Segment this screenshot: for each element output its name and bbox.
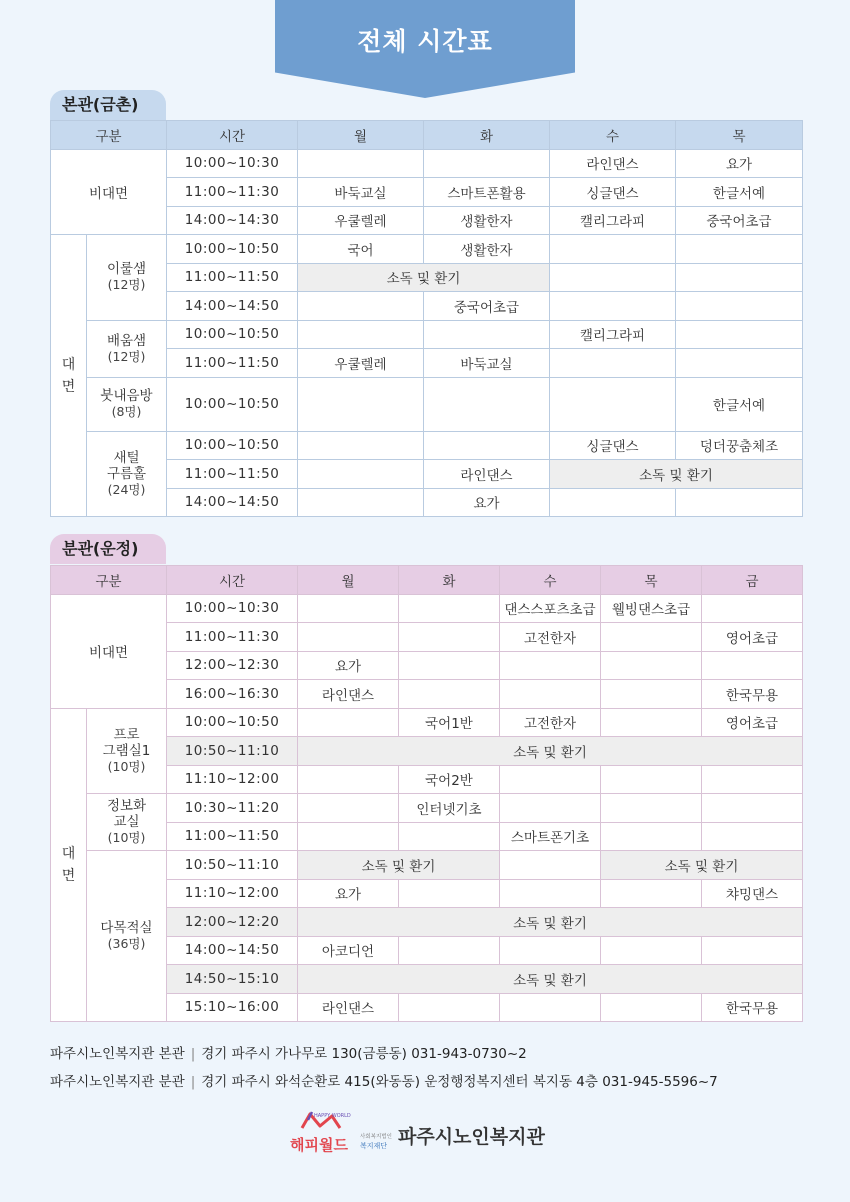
class-cell — [550, 488, 676, 517]
class-cell: 국어 — [298, 235, 424, 264]
header-mon: 월 — [298, 566, 399, 595]
class-cell: 캘리그라피 — [550, 320, 676, 349]
class-cell — [399, 936, 500, 965]
time-cell: 10:00~10:50 — [167, 235, 298, 264]
class-cell — [298, 292, 424, 321]
class-cell — [550, 235, 676, 264]
time-cell: 11:00~11:50 — [167, 460, 298, 489]
class-cell — [676, 235, 803, 264]
footer-address: 경기 파주시 와석순환로 415(와동동) 운정행정복지센터 복지동 4층 031-945-5596~7 — [201, 1074, 718, 1090]
class-cell — [298, 377, 424, 431]
class-cell — [601, 651, 702, 680]
room-name: 교실 — [113, 814, 140, 830]
group-face-char: 대 — [61, 356, 76, 373]
class-cell: 한국무용 — [702, 680, 803, 709]
class-cell — [601, 993, 702, 1022]
room-name: 구름홀 — [106, 465, 147, 482]
class-cell: 스마트폰기초 — [500, 822, 601, 851]
room-name: 프로 — [113, 726, 140, 743]
table-row — [51, 149, 803, 178]
table-row — [51, 320, 803, 349]
class-cell: 생활한자 — [424, 235, 550, 264]
class-cell: 스마트폰활용 — [424, 178, 550, 207]
class-cell — [702, 651, 803, 680]
class-cell — [399, 879, 500, 908]
class-cell: 덩더꿍춤체조 — [676, 431, 803, 460]
time-cell: 10:50~11:10 — [167, 851, 298, 880]
logo-small-text: 복지재단 — [360, 1142, 388, 1150]
footer-org-name: 파주시노인복지관 본관 — [50, 1046, 185, 1062]
class-cell: 요가 — [298, 651, 399, 680]
class-cell — [601, 822, 702, 851]
class-cell — [500, 794, 601, 823]
class-cell — [298, 822, 399, 851]
class-cell: 중국어초급 — [424, 292, 550, 321]
class-cell — [399, 623, 500, 652]
room-cell — [87, 851, 167, 1022]
class-cell: 싱글댄스 — [550, 178, 676, 207]
class-cell — [601, 680, 702, 709]
class-cell — [298, 320, 424, 349]
class-cell — [500, 879, 601, 908]
class-cell: 요가 — [676, 149, 803, 178]
group-nonface: 비대면 — [51, 149, 167, 235]
table-row — [51, 235, 803, 264]
class-cell: 고전한자 — [500, 623, 601, 652]
room-cell — [87, 235, 167, 321]
class-cell — [550, 292, 676, 321]
logo-small-text: 사회복지법인 — [360, 1134, 392, 1140]
table-header-row — [51, 121, 803, 150]
class-cell: 영어초급 — [702, 708, 803, 737]
group-face — [51, 708, 87, 1022]
class-cell: 웰빙댄스초급 — [601, 594, 702, 623]
room-name: 다목적실 — [100, 920, 153, 936]
group-face-char: 대 — [61, 845, 76, 862]
class-cell: 라인댄스 — [424, 460, 550, 489]
disinfection-cell: 소독 및 환기 — [550, 460, 803, 489]
class-cell — [399, 993, 500, 1022]
class-cell: 국어2반 — [399, 765, 500, 794]
room-name: 이룰샘 — [106, 261, 147, 278]
class-cell — [601, 794, 702, 823]
class-cell — [601, 936, 702, 965]
section2-tab: 분관(운정) — [50, 534, 166, 564]
class-cell: 챠밍댄스 — [702, 879, 803, 908]
class-cell: 요가 — [424, 488, 550, 517]
time-cell: 10:00~10:50 — [167, 320, 298, 349]
class-cell — [500, 651, 601, 680]
class-cell — [399, 594, 500, 623]
time-cell: 10:00~10:30 — [167, 594, 298, 623]
disinfection-cell: 소독 및 환기 — [298, 908, 803, 937]
time-cell: 10:50~11:10 — [167, 737, 298, 766]
footer-org-name: 파주시노인복지관 분관 — [50, 1074, 185, 1090]
schedule-table-main — [50, 120, 803, 517]
header-thu: 목 — [676, 121, 803, 150]
class-cell: 라인댄스 — [298, 680, 399, 709]
time-cell: 10:30~11:20 — [167, 794, 298, 823]
class-cell — [298, 708, 399, 737]
class-cell — [601, 765, 702, 794]
time-cell: 12:00~12:20 — [167, 908, 298, 937]
header-time: 시간 — [167, 121, 298, 150]
time-cell: 11:00~11:30 — [167, 623, 298, 652]
header-wed: 수 — [550, 121, 676, 150]
class-cell — [500, 851, 601, 880]
room-cell — [87, 377, 167, 431]
logo-brand-text: 해피월드 — [290, 1136, 348, 1154]
class-cell — [601, 879, 702, 908]
time-cell: 14:00~14:50 — [167, 488, 298, 517]
time-cell: 11:00~11:30 — [167, 178, 298, 207]
group-face-char: 면 — [61, 378, 76, 395]
room-capacity: (10명) — [107, 758, 146, 774]
room-capacity: (8명) — [111, 404, 142, 419]
footer-main-address — [50, 1042, 527, 1062]
class-cell: 우쿨렐레 — [298, 349, 424, 378]
room-capacity: (36명) — [107, 936, 146, 951]
class-cell: 캘리그라피 — [550, 206, 676, 235]
time-cell: 14:00~14:50 — [167, 936, 298, 965]
class-cell — [601, 623, 702, 652]
room-name: 배움샘 — [106, 332, 147, 349]
class-cell: 인터넷기초 — [399, 794, 500, 823]
class-cell — [424, 431, 550, 460]
class-cell — [399, 651, 500, 680]
header-mon: 월 — [298, 121, 424, 150]
time-cell: 11:10~12:00 — [167, 765, 298, 794]
class-cell — [550, 349, 676, 378]
class-cell — [424, 377, 550, 431]
page-title: 전체 시간표 — [357, 27, 493, 56]
room-cell — [87, 320, 167, 377]
class-cell — [702, 822, 803, 851]
class-cell: 한글서예 — [676, 377, 803, 431]
class-cell — [298, 431, 424, 460]
class-cell: 라인댄스 — [550, 149, 676, 178]
group-face — [51, 235, 87, 517]
class-cell — [500, 936, 601, 965]
table-row — [51, 377, 803, 431]
table-row — [51, 594, 803, 623]
class-cell — [676, 320, 803, 349]
header-wed: 수 — [500, 566, 601, 595]
room-cell — [87, 431, 167, 517]
disinfection-cell: 소독 및 환기 — [601, 851, 803, 880]
time-cell: 14:00~14:50 — [167, 292, 298, 321]
class-cell — [298, 765, 399, 794]
room-name: 그램실1 — [102, 742, 151, 759]
class-cell: 라인댄스 — [298, 993, 399, 1022]
class-cell: 요가 — [298, 879, 399, 908]
logo-org-name: 파주시노인복지관 — [398, 1126, 545, 1148]
table-row — [51, 851, 803, 880]
time-cell: 14:50~15:10 — [167, 965, 298, 994]
class-cell — [702, 936, 803, 965]
table-row — [51, 431, 803, 460]
class-cell — [399, 822, 500, 851]
room-name: 새털 — [113, 449, 140, 466]
header-tue: 화 — [399, 566, 500, 595]
header-category: 구분 — [51, 566, 167, 595]
room-name: 정보화 — [106, 798, 147, 814]
class-cell — [500, 765, 601, 794]
class-cell: 국어1반 — [399, 708, 500, 737]
class-cell — [298, 623, 399, 652]
class-cell: 고전한자 — [500, 708, 601, 737]
class-cell — [702, 594, 803, 623]
time-cell: 15:10~16:00 — [167, 993, 298, 1022]
time-cell: 11:00~11:50 — [167, 263, 298, 292]
schedule-table-branch — [50, 565, 803, 1022]
disinfection-cell: 소독 및 환기 — [298, 965, 803, 994]
room-cell — [87, 794, 167, 851]
class-cell — [601, 708, 702, 737]
disinfection-cell: 소독 및 환기 — [298, 851, 500, 880]
class-cell: 영어초급 — [702, 623, 803, 652]
footer-address: 경기 파주시 가나무로 130(금릉동) 031-943-0730~2 — [201, 1046, 527, 1062]
class-cell: 한국무용 — [702, 993, 803, 1022]
class-cell — [500, 680, 601, 709]
time-cell: 12:00~12:30 — [167, 651, 298, 680]
disinfection-cell: 소독 및 환기 — [298, 263, 550, 292]
class-cell — [298, 149, 424, 178]
class-cell: 바둑교실 — [298, 178, 424, 207]
header-tue: 화 — [424, 121, 550, 150]
class-cell — [676, 292, 803, 321]
class-cell — [702, 794, 803, 823]
footer-separator: | — [190, 1074, 196, 1090]
footer-separator: | — [190, 1046, 196, 1062]
time-cell: 14:00~14:30 — [167, 206, 298, 235]
class-cell — [676, 488, 803, 517]
time-cell: 11:10~12:00 — [167, 879, 298, 908]
room-name: 붓내음방 — [100, 388, 153, 404]
time-cell: 10:00~10:50 — [167, 431, 298, 460]
disinfection-cell: 소독 및 환기 — [298, 737, 803, 766]
class-cell: 우쿨렐레 — [298, 206, 424, 235]
time-cell: 11:00~11:50 — [167, 822, 298, 851]
class-cell — [676, 263, 803, 292]
header-time: 시간 — [167, 566, 298, 595]
table-header-row — [51, 566, 803, 595]
class-cell — [702, 765, 803, 794]
header-category: 구분 — [51, 121, 167, 150]
table-row — [51, 794, 803, 823]
group-face-char: 면 — [61, 867, 76, 884]
room-cell — [87, 708, 167, 794]
time-cell: 16:00~16:30 — [167, 680, 298, 709]
class-cell — [676, 349, 803, 378]
room-capacity: (12명) — [107, 277, 146, 293]
class-cell — [424, 149, 550, 178]
class-cell — [550, 263, 676, 292]
class-cell: 댄스스포츠초급 — [500, 594, 601, 623]
class-cell: 중국어초급 — [676, 206, 803, 235]
class-cell — [550, 377, 676, 431]
logo-english-text: HAPPY WORLD — [314, 1113, 351, 1119]
section1-tab: 본관(금촌) — [50, 90, 166, 120]
class-cell: 아코디언 — [298, 936, 399, 965]
class-cell — [298, 794, 399, 823]
footer-logo — [288, 1108, 578, 1158]
time-cell: 10:00~10:50 — [167, 377, 298, 431]
class-cell — [399, 680, 500, 709]
group-nonface: 비대면 — [51, 594, 167, 708]
class-cell: 생활한자 — [424, 206, 550, 235]
time-cell: 10:00~10:30 — [167, 149, 298, 178]
class-cell — [298, 460, 424, 489]
class-cell — [500, 993, 601, 1022]
room-capacity: (24명) — [107, 481, 146, 497]
class-cell — [424, 320, 550, 349]
class-cell — [298, 594, 399, 623]
class-cell: 한글서예 — [676, 178, 803, 207]
class-cell: 싱글댄스 — [550, 431, 676, 460]
happy-world-logo-icon — [288, 1108, 396, 1156]
header-thu: 목 — [601, 566, 702, 595]
class-cell — [298, 488, 424, 517]
class-cell: 바둑교실 — [424, 349, 550, 378]
time-cell: 11:00~11:50 — [167, 349, 298, 378]
footer-branch-address — [50, 1070, 718, 1090]
room-capacity: (10명) — [107, 830, 146, 845]
room-capacity: (12명) — [107, 348, 146, 364]
header-fri: 금 — [702, 566, 803, 595]
table-row — [51, 708, 803, 737]
time-cell: 10:00~10:50 — [167, 708, 298, 737]
